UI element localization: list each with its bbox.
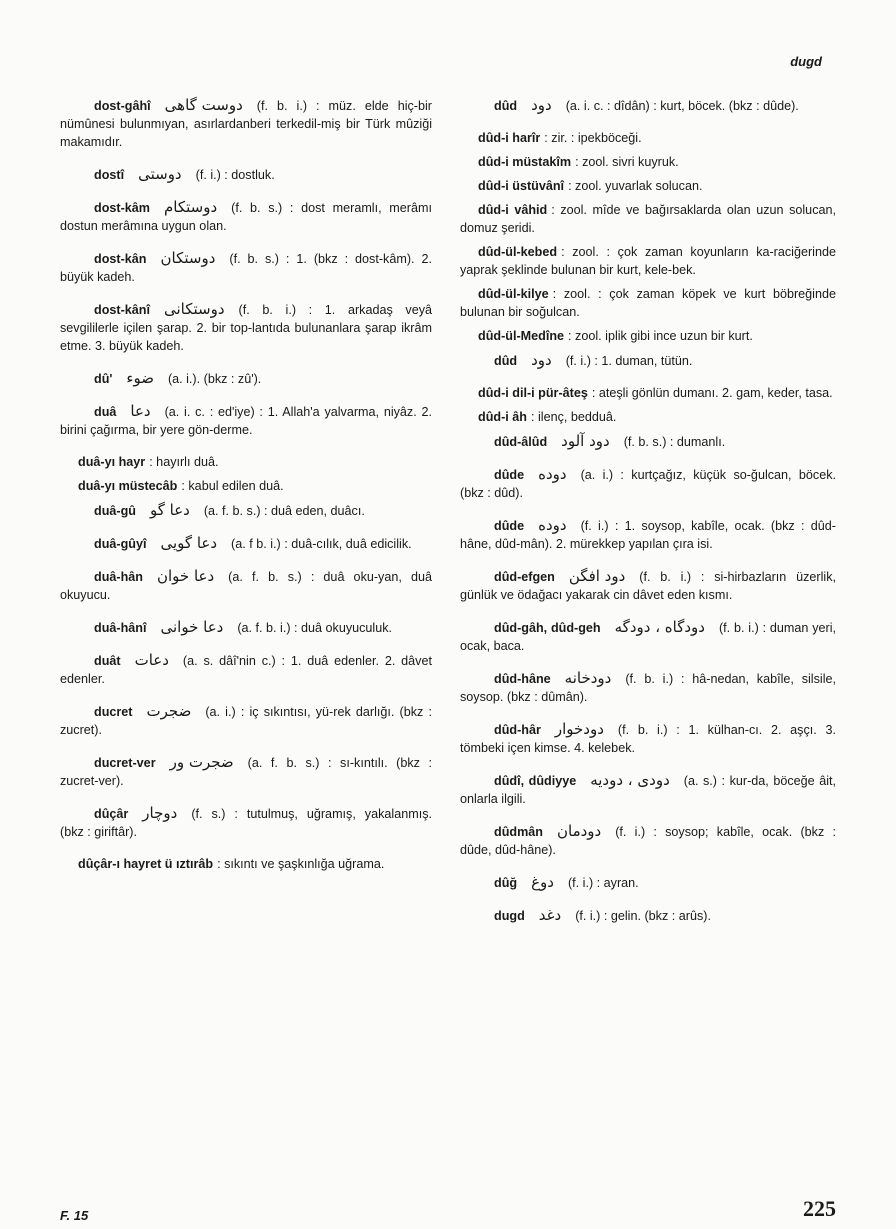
definition-text: (f. i.) : soysop; kabîle, ocak. (bkz : dûde, dûd-hâne). [460, 825, 836, 857]
headword: duâ-yı hayr [78, 455, 146, 469]
arabic-script: دغد [538, 906, 562, 924]
dictionary-entry [460, 351, 836, 370]
headword: dost-kâm [94, 201, 150, 215]
definition-text: (f. b. s.) : dumanlı. [623, 435, 726, 449]
sub-entry [60, 477, 432, 495]
headword: dûde [494, 468, 525, 482]
definition-text: : ateşli gönlün dumanı. 2. gam, keder, tasa. [591, 386, 833, 400]
headword: ducret [94, 705, 133, 719]
headword: dûd-i vâhid [478, 203, 548, 217]
dictionary-entry [60, 501, 432, 520]
definition-text: (a. s. dâî'nin c.) : 1. duâ edenler. 2. dâvet edenler. [60, 654, 432, 686]
headword: dûd-gâh, dûd-geh [494, 621, 601, 635]
headword: dûd-hâne [494, 672, 551, 686]
dictionary-entry [60, 402, 432, 439]
definition-text: (f. i.) : ayran. [567, 876, 639, 890]
definition-text: : zool. : çok zaman koyunların ka-raciğerinde yaprak şeklinde bulunan bir kurt, kele-bek. [460, 245, 836, 277]
headword: duâ [94, 405, 117, 419]
definition-text: (a. f b. i.) : duâ-cılık, duâ edicilik. [231, 537, 412, 551]
definition-text: (f. i.) : 1. duman, tütün. [565, 354, 693, 368]
arabic-script: دوده [538, 465, 567, 483]
dictionary-entry [60, 702, 432, 739]
definition-text: (f. b. i.) : duman yeri, ocak, baca. [460, 621, 836, 653]
headword: dûd-i dil-i pür-âteş [478, 386, 588, 400]
definition-text: (a. s.) : kur-da, böceğe âit, onlarla ilgili. [460, 774, 836, 806]
headword: dûdmân [494, 825, 543, 839]
dictionary-entry [460, 669, 836, 706]
definition-text: (a. i.) : iç sıkıntısı, yü-rek darlığı. (bkz : zucret). [60, 705, 432, 737]
headword: duât [94, 654, 121, 668]
headword: duâ-gû [94, 504, 136, 518]
page-number: 225 [803, 1196, 836, 1221]
arabic-script: دودمان [556, 822, 602, 840]
headword: dûd-ül-Medîne [478, 329, 565, 343]
headword: dûd-i müstakîm [478, 155, 572, 169]
definition-text: (f. b. i.) : müz. elde hiç-bir nümûnesi bulunmıyan, asırlardanberi terkedil-miş bir Türk mûziği makamıdır. [60, 99, 432, 149]
headword: dûd [494, 354, 518, 368]
definition-text: (f. i.) : dostluk. [195, 168, 275, 182]
definition-text: (a. i.). (bkz : zû'). [167, 372, 262, 386]
definition-text: (a. f. b. s.) : sı-kıntılı. (bkz : zucret-ver). [60, 756, 432, 788]
arabic-script: دعا خوان [156, 567, 215, 585]
headword: dûd [494, 99, 518, 113]
dictionary-entry [60, 249, 432, 286]
headword: dûd-efgen [494, 570, 555, 584]
arabic-script: دعا گويى [160, 534, 218, 552]
arabic-script: دوستكام [163, 198, 218, 216]
dictionary-entry [60, 753, 432, 790]
headword: duâ-hân [94, 570, 143, 584]
headword: dost-kânî [94, 303, 150, 317]
dictionary-entry [60, 369, 432, 388]
sub-entry [460, 285, 836, 321]
definition-text: : hayırlı duâ. [149, 455, 219, 469]
dictionary-entry [460, 516, 836, 553]
definition-text: : zool. mîde ve bağırsaklarda olan uzun solucan, domuz şeridi. [460, 203, 836, 235]
headword: dûd-i âh [478, 410, 527, 424]
headword: dugd [494, 909, 525, 923]
headword: dûd-hâr [494, 723, 541, 737]
dictionary-entry [460, 618, 836, 655]
arabic-script: دود افگن [568, 567, 626, 585]
dictionary-entry [460, 720, 836, 757]
arabic-script: دود آلود [561, 432, 610, 450]
headword: dûd-i üstüvânî [478, 179, 565, 193]
arabic-script: دعا خوانى [160, 618, 224, 636]
sub-entry [460, 177, 836, 195]
definition-text: (a. i. c. : dîdân) : kurt, böcek. (bkz : dûde). [565, 99, 799, 113]
dictionary-entry [60, 96, 432, 151]
headword: dûd-âlûd [494, 435, 548, 449]
definition-text: (f. b. i.) : si-hirbazların üzerlik, günlük ve ödağacı yakarak cin dâvet eden kısmı. [460, 570, 836, 602]
sub-entry [460, 129, 836, 147]
headword: duâ-hânî [94, 621, 147, 635]
arabic-script: دوده [538, 516, 567, 534]
signature-mark: F. 15 [60, 1208, 89, 1223]
headword: dûde [494, 519, 525, 533]
dictionary-entry [60, 567, 432, 604]
definition-text: (f. b. s.) : dost meramlı, merâmı dostun merâmına uygun olan. [60, 201, 432, 233]
dictionary-entry [460, 906, 836, 925]
sub-entry [60, 453, 432, 471]
definition-text: (f. b. i.) : 1. arkadaş veyâ sevgililerle içilen şarap. 2. bir top-lantıda bulunanlara şarap ikrâm etme. 3. büyük kadeh. [60, 303, 432, 353]
left-column [60, 96, 432, 879]
arabic-script: ضجرت ور [169, 753, 234, 771]
sub-entry [460, 384, 836, 402]
arabic-script: دوغ [531, 873, 554, 891]
arabic-script: دعات [134, 651, 169, 669]
arabic-script: ضوء [126, 369, 154, 387]
arabic-script: دوست گاهى [164, 96, 243, 114]
definition-text: : zool. iplik gibi ince uzun bir kurt. [568, 329, 753, 343]
dictionary-entry [60, 618, 432, 637]
definition-text: (f. i.) : 1. soysop, kabîle, ocak. (bkz : dûd-hâne, dûd-mân). 2. mürekkep yapılan çıra isi. [460, 519, 836, 551]
definition-text: (a. i.) : kurtçağız, küçük so-ğulcan, böcek. (bkz : dûd). [460, 468, 836, 500]
arabic-script: دعا [130, 402, 151, 420]
arabic-script: دوستى [138, 165, 182, 183]
dictionary-entry [460, 822, 836, 859]
headword: duâ-gûyî [94, 537, 147, 551]
sub-entry [460, 327, 836, 345]
arabic-script: دود [531, 96, 552, 114]
arabic-script: دودخانه [564, 669, 612, 687]
headword: dûçâr [94, 807, 129, 821]
definition-text: : sıkıntı ve şaşkınlığa uğrama. [217, 857, 385, 871]
headword: dûd-i harîr [478, 131, 541, 145]
arabic-script: دوچار [142, 804, 178, 822]
definition-text: : zool. sivri kuyruk. [575, 155, 679, 169]
definition-text: : kabul edilen duâ. [181, 479, 284, 493]
arabic-script: دودى ، دوديه [590, 771, 670, 789]
dictionary-entry [60, 198, 432, 235]
definition-text: (f. b. i.) : hâ-nedan, kabîle, silsile, soysop. (bkz : dûmân). [460, 672, 836, 704]
dictionary-entry [60, 534, 432, 553]
arabic-script: دوستكانى [163, 300, 225, 318]
definition-text: (f. b. s.) : 1. (bkz : dost-kâm). 2. büyük kadeh. [60, 252, 432, 284]
sub-entry [460, 153, 836, 171]
definition-text: : zool. yuvarlak solucan. [568, 179, 703, 193]
definition-text: (a. i. c. : ed'iye) : 1. Allah'a yalvarma, niyâz. 2. birini çağırma, bir yere gön-derme. [60, 405, 432, 437]
headword: dostî [94, 168, 125, 182]
definition-text: (a. f. b. s.) : duâ eden, duâcı. [203, 504, 365, 518]
dictionary-entry [60, 165, 432, 184]
headword: dû' [94, 372, 113, 386]
guide-word: dugd [790, 54, 822, 69]
dictionary-entry [460, 96, 836, 115]
definition-text: (f. s.) : tutulmuş, uğramış, yakalanmış. (bkz : giriftâr). [60, 807, 432, 839]
definition-text: : ilenç, bedduâ. [530, 410, 617, 424]
dictionary-entry [60, 300, 432, 355]
headword: dûd-ül-kilye [478, 287, 549, 301]
arabic-script: دعا گو [149, 501, 190, 519]
sub-entry [460, 408, 836, 426]
headword: dost-kân [94, 252, 147, 266]
definition-text: (f. b. i.) : 1. külhan-cı. 2. aşçı. 3. tömbeki içen kimse. 4. kelebek. [460, 723, 836, 755]
headword: dûdî, dûdiyye [494, 774, 577, 788]
definition-text: (f. i.) : gelin. (bkz : arûs). [575, 909, 711, 923]
headword: dûğ [494, 876, 518, 890]
arabic-script: دوستكان [160, 249, 216, 267]
sub-entry [60, 855, 432, 873]
dictionary-entry [460, 873, 836, 892]
dictionary-entry [460, 771, 836, 808]
right-column [460, 96, 836, 939]
definition-text: : zir. : ipekböceği. [544, 131, 642, 145]
dictionary-entry [460, 567, 836, 604]
dictionary-entry [60, 804, 432, 841]
arabic-script: دود [531, 351, 552, 369]
sub-entry [460, 201, 836, 237]
dictionary-entry [60, 651, 432, 688]
arabic-script: دودگاه ، دودگه [614, 618, 705, 636]
headword: dûçâr-ı hayret ü ıztırâb [78, 857, 214, 871]
definition-text: : zool. : çok zaman köpek ve kurt böbreğinde bulunan bir soğulcan. [460, 287, 836, 319]
dictionary-entry [460, 432, 836, 451]
headword: dûd-ül-kebed [478, 245, 558, 259]
headword: dost-gâhî [94, 99, 151, 113]
arabic-script: ضجرت [146, 702, 192, 720]
headword: duâ-yı müstecâb [78, 479, 178, 493]
sub-entry [460, 243, 836, 279]
dictionary-entry [460, 465, 836, 502]
definition-text: (a. f. b. s.) : duâ oku-yan, duâ okuyucu. [60, 570, 432, 602]
arabic-script: دودخوار [554, 720, 604, 738]
definition-text: (a. f. b. i.) : duâ okuyuculuk. [237, 621, 393, 635]
headword: ducret-ver [94, 756, 156, 770]
